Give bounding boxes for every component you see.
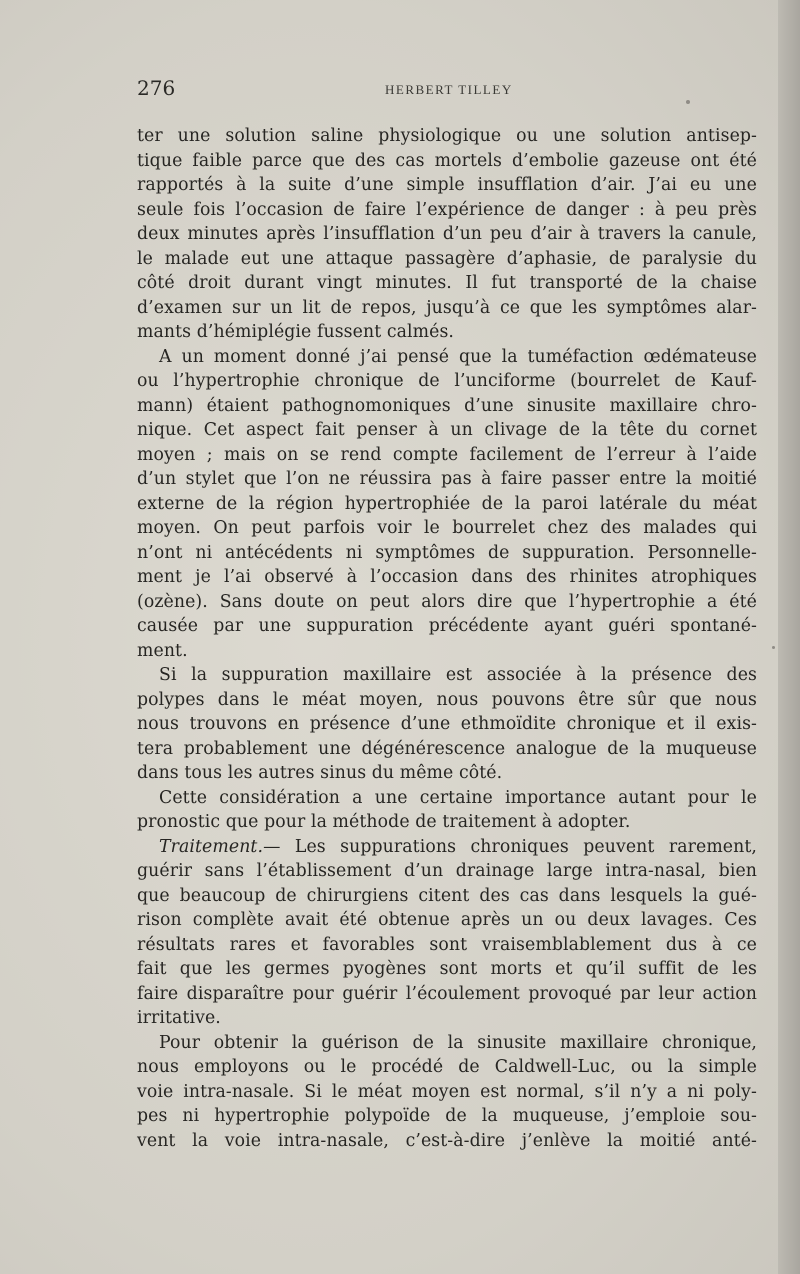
- paragraph: [137, 835, 757, 1031]
- text-line: faire disparaître pour guérir l’écoulement provoqué par leur action: [137, 983, 757, 1004]
- text-line: Pour obtenir la guérison de la sinusite maxillaire chronique,: [159, 1032, 757, 1053]
- text-line: d’examen sur un lit de repos, jusqu’à ce que les symptômes alar-: [137, 297, 757, 318]
- text-line: polypes dans le méat moyen, nous pouvons être sûr que nous: [137, 689, 757, 710]
- text-line: vent la voie intra-nasale, c’est-à-dire j’enlève la moitié anté-: [137, 1130, 757, 1151]
- text-line: ment je l’ai observé à l’occasion dans des rhinites atrophiques: [137, 567, 757, 587]
- text-line: le malade eut une attaque passagère d’aphasie, de paralysie du: [137, 248, 757, 269]
- section-lead-continuation: — Les suppurations chroniques peuvent rarement,: [263, 836, 757, 857]
- text-line: nous employons ou le procédé de Caldwell-Luc, ou la simple: [137, 1057, 757, 1077]
- text-line: deux minutes après l’insufflation d’un peu d’air à travers la canule,: [137, 224, 757, 244]
- body-text: [137, 124, 757, 1153]
- paragraph: [137, 1031, 757, 1154]
- text-line: Cette considération a une certaine importance autant pour le: [159, 787, 757, 808]
- text-line: [137, 835, 757, 860]
- text-line: fait que les germes pyogènes sont morts et qu’il suffit de les: [137, 959, 757, 979]
- text-line: mants d’hémiplégie fussent calmés.: [137, 322, 455, 342]
- paragraph: [137, 786, 757, 835]
- text-line: ment.: [137, 640, 188, 661]
- text-line: ter une solution saline physiologique ou une solution antisep-: [137, 126, 757, 146]
- text-line: résultats rares et favorables sont vraisemblablement dus à ce: [137, 934, 757, 955]
- text-line: Si la suppuration maxillaire est associée à la présence des: [159, 665, 757, 685]
- text-line: A un moment donné j’ai pensé que la tuméfaction œdémateuse: [159, 346, 757, 367]
- text-line: rison complète avait été obtenue après un ou deux lavages. Ces: [137, 910, 757, 930]
- text-line: mann) étaient pathognomoniques d’une sinusite maxillaire chro-: [137, 395, 757, 416]
- text-line: moyen ; mais on se rend compte facilement de l’erreur à l’aide: [137, 444, 757, 465]
- section-lead: Traitement.: [159, 836, 264, 857]
- text-line: nique. Cet aspect fait penser à un clivage de la tête du cornet: [137, 420, 757, 440]
- text-line: tera probablement une dégénérescence analogue de la muqueuse: [137, 738, 757, 759]
- text-line: irritative.: [137, 1008, 221, 1028]
- text-line: voie intra-nasale. Si le méat moyen est normal, s’il n’y a ni poly-: [137, 1081, 757, 1102]
- page-edge-shadow: [778, 0, 800, 1274]
- text-line: moyen. On peut parfois voir le bourrelet chez des malades qui: [137, 518, 757, 538]
- text-line: (ozène). Sans doute on peut alors dire que l’hypertrophie a été: [137, 591, 757, 612]
- text-line: côté droit durant vingt minutes. Il fut transporté de la chaise: [137, 273, 757, 293]
- text-line: seule fois l’occasion de faire l’expérience de danger : à peu près: [137, 199, 757, 220]
- text-line: ou l’hypertrophie chronique de l’unciforme (bourrelet de Kauf-: [137, 371, 757, 391]
- text-line: dans tous les autres sinus du même côté.: [137, 763, 503, 783]
- text-line: nous trouvons en présence d’une ethmoïdite chronique et il exis-: [137, 714, 757, 734]
- text-line: pronostic que pour la méthode de traitement à adopter.: [137, 812, 631, 832]
- text-line: d’un stylet que l’on ne réussira pas à faire passer entre la moitié: [137, 469, 757, 489]
- text-line: pes ni hypertrophie polypoïde de la muqueuse, j’emploie sou-: [137, 1106, 757, 1126]
- text-line: n’ont ni antécédents ni symptômes de suppuration. Personnelle-: [137, 542, 757, 563]
- text-line: causée par une suppuration précédente ayant guéri spontané-: [137, 616, 757, 636]
- paragraph: [137, 345, 757, 664]
- page-header: [137, 76, 757, 106]
- page-number: 276: [137, 76, 176, 100]
- paragraph: [137, 124, 757, 345]
- text-line: que beaucoup de chirurgiens citent des cas dans lesquels la gué-: [137, 885, 757, 906]
- text-line: rapportés à la suite d’une simple insufflation d’air. J’ai eu une: [137, 175, 757, 195]
- paragraph: [137, 663, 757, 786]
- paper-speck: [686, 100, 690, 104]
- text-line: externe de la région hypertrophiée de la paroi latérale du méat: [137, 493, 757, 514]
- text-line: tique faible parce que des cas mortels d’embolie gazeuse ont été: [137, 150, 757, 171]
- text-line: guérir sans l’établissement d’un drainage large intra-nasal, bien: [137, 861, 757, 881]
- running-head: HERBERT TILLEY: [385, 82, 513, 97]
- paper-speck: [772, 646, 775, 649]
